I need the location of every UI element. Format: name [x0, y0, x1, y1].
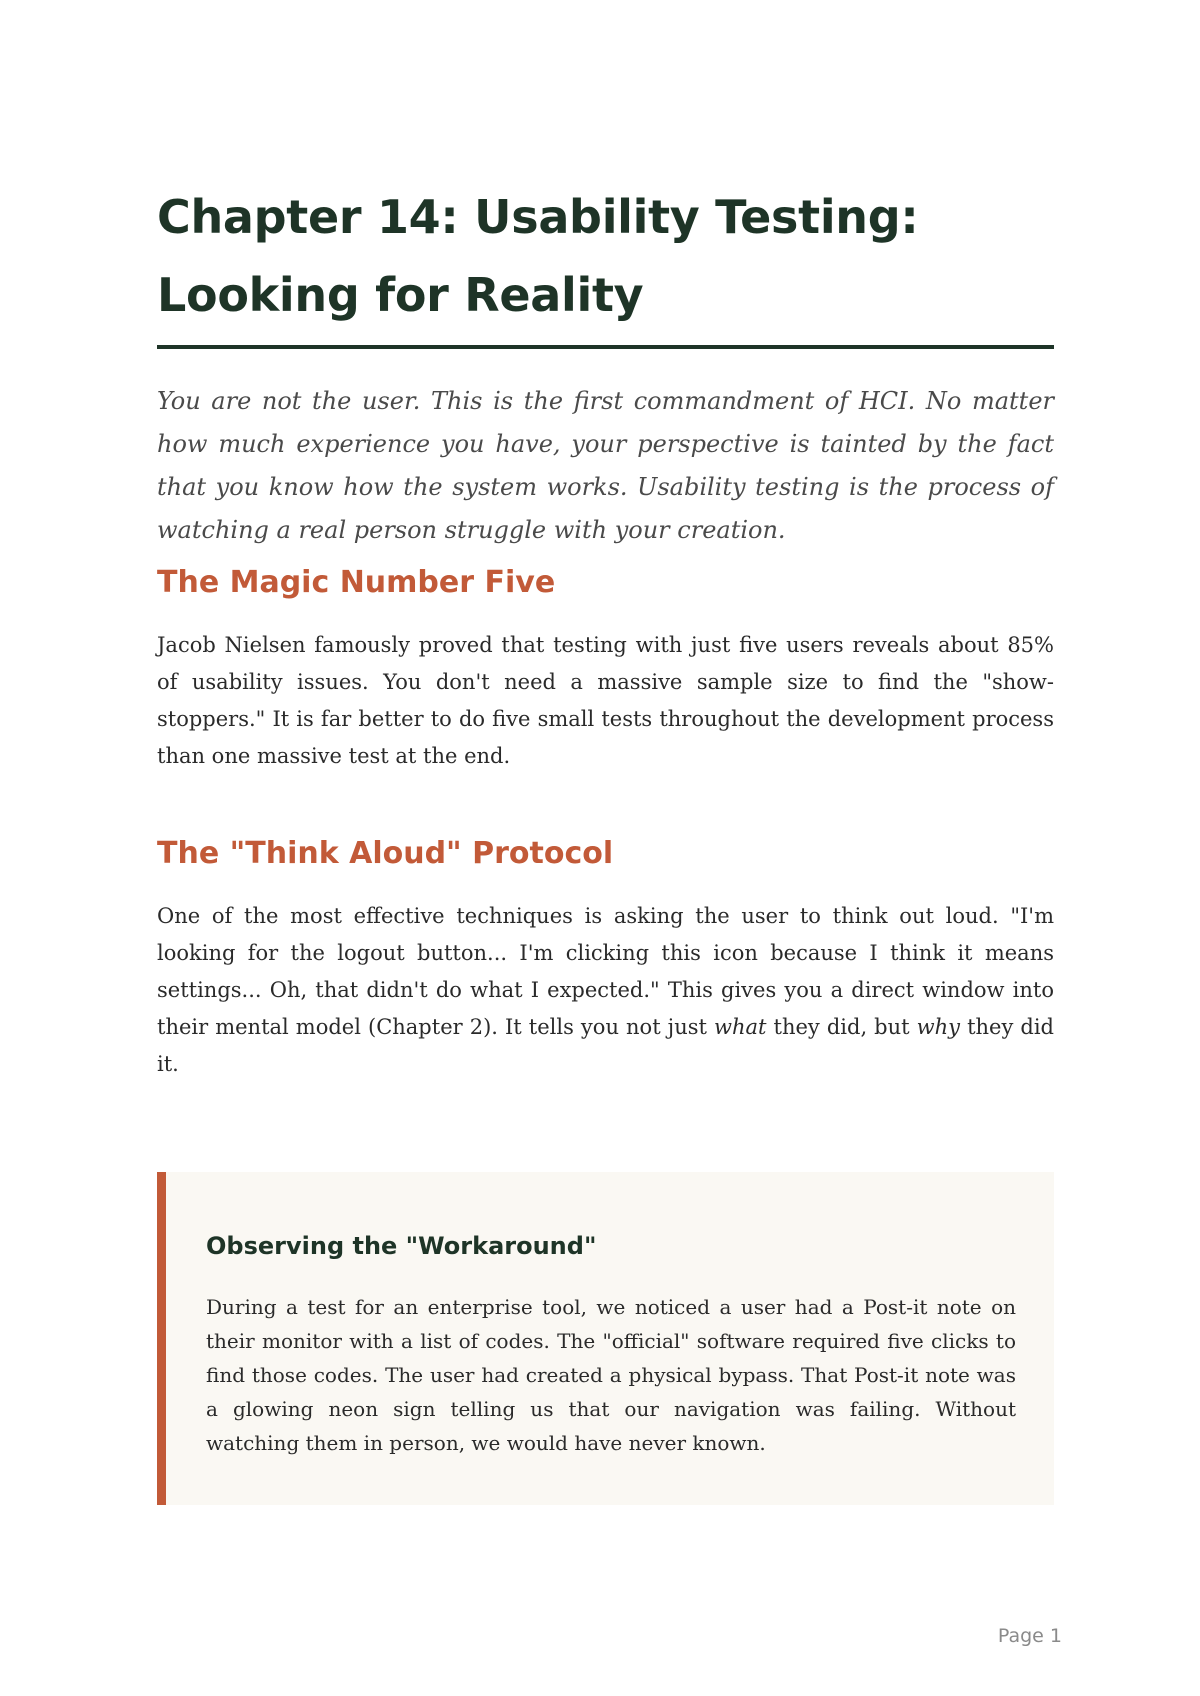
callout-title: Observing the "Workaround"	[206, 1232, 597, 1260]
section-heading-think-aloud: The "Think Aloud" Protocol	[157, 836, 614, 871]
emphasis-what: what	[714, 1015, 767, 1039]
emphasis-why: why	[916, 1015, 961, 1039]
think-aloud-text-1: One of the most effective techniques is asking the user to think out loud. "I'm looking for the logout button... I'm clicking this icon because I think it means settings... Oh, that didn't do what I expected." This gives you a direct window into their mental model (Chapter 2). It tells you not just	[157, 904, 1054, 1039]
title-divider	[157, 345, 1054, 349]
section-body-think-aloud	[157, 898, 1054, 1083]
think-aloud-text-2: they did, but	[766, 1015, 917, 1039]
callout-box	[157, 1172, 1054, 1505]
intro-paragraph: You are not the user. This is the first commandment of HCI. No matter how much experience you have, your perspective is tainted by the fact that you know how the system works. Usability testing is the process of watching a real person struggle with your creation.	[157, 387, 1054, 544]
section-body-magic-number-five: Jacob Nielsen famously proved that testing with just five users reveals about 85% of usability issues. You don't need a massive sample size to find the "show-stoppers." It is far better to do five small tests throughout the development process than one massive test at the end.	[157, 633, 1054, 768]
chapter-title	[157, 178, 1054, 334]
callout-body: During a test for an enterprise tool, we noticed a user had a Post-it note on their monitor with a list of codes. The "official" software required five clicks to find those codes. The user had created a physical bypass. That Post-it note was a glowing neon sign telling us that our navigation was failing. Without watching them in person, we would have never known.	[206, 1295, 1016, 1455]
chapter-title-line-1: Chapter 14: Usability Testing:	[157, 190, 919, 244]
section-heading-magic-number-five: The Magic Number Five	[157, 565, 556, 600]
page-number: Page 1	[997, 1625, 1062, 1647]
think-aloud-text-3: they did it.	[157, 1015, 1054, 1076]
chapter-title-line-2: Looking for Reality	[157, 268, 644, 322]
